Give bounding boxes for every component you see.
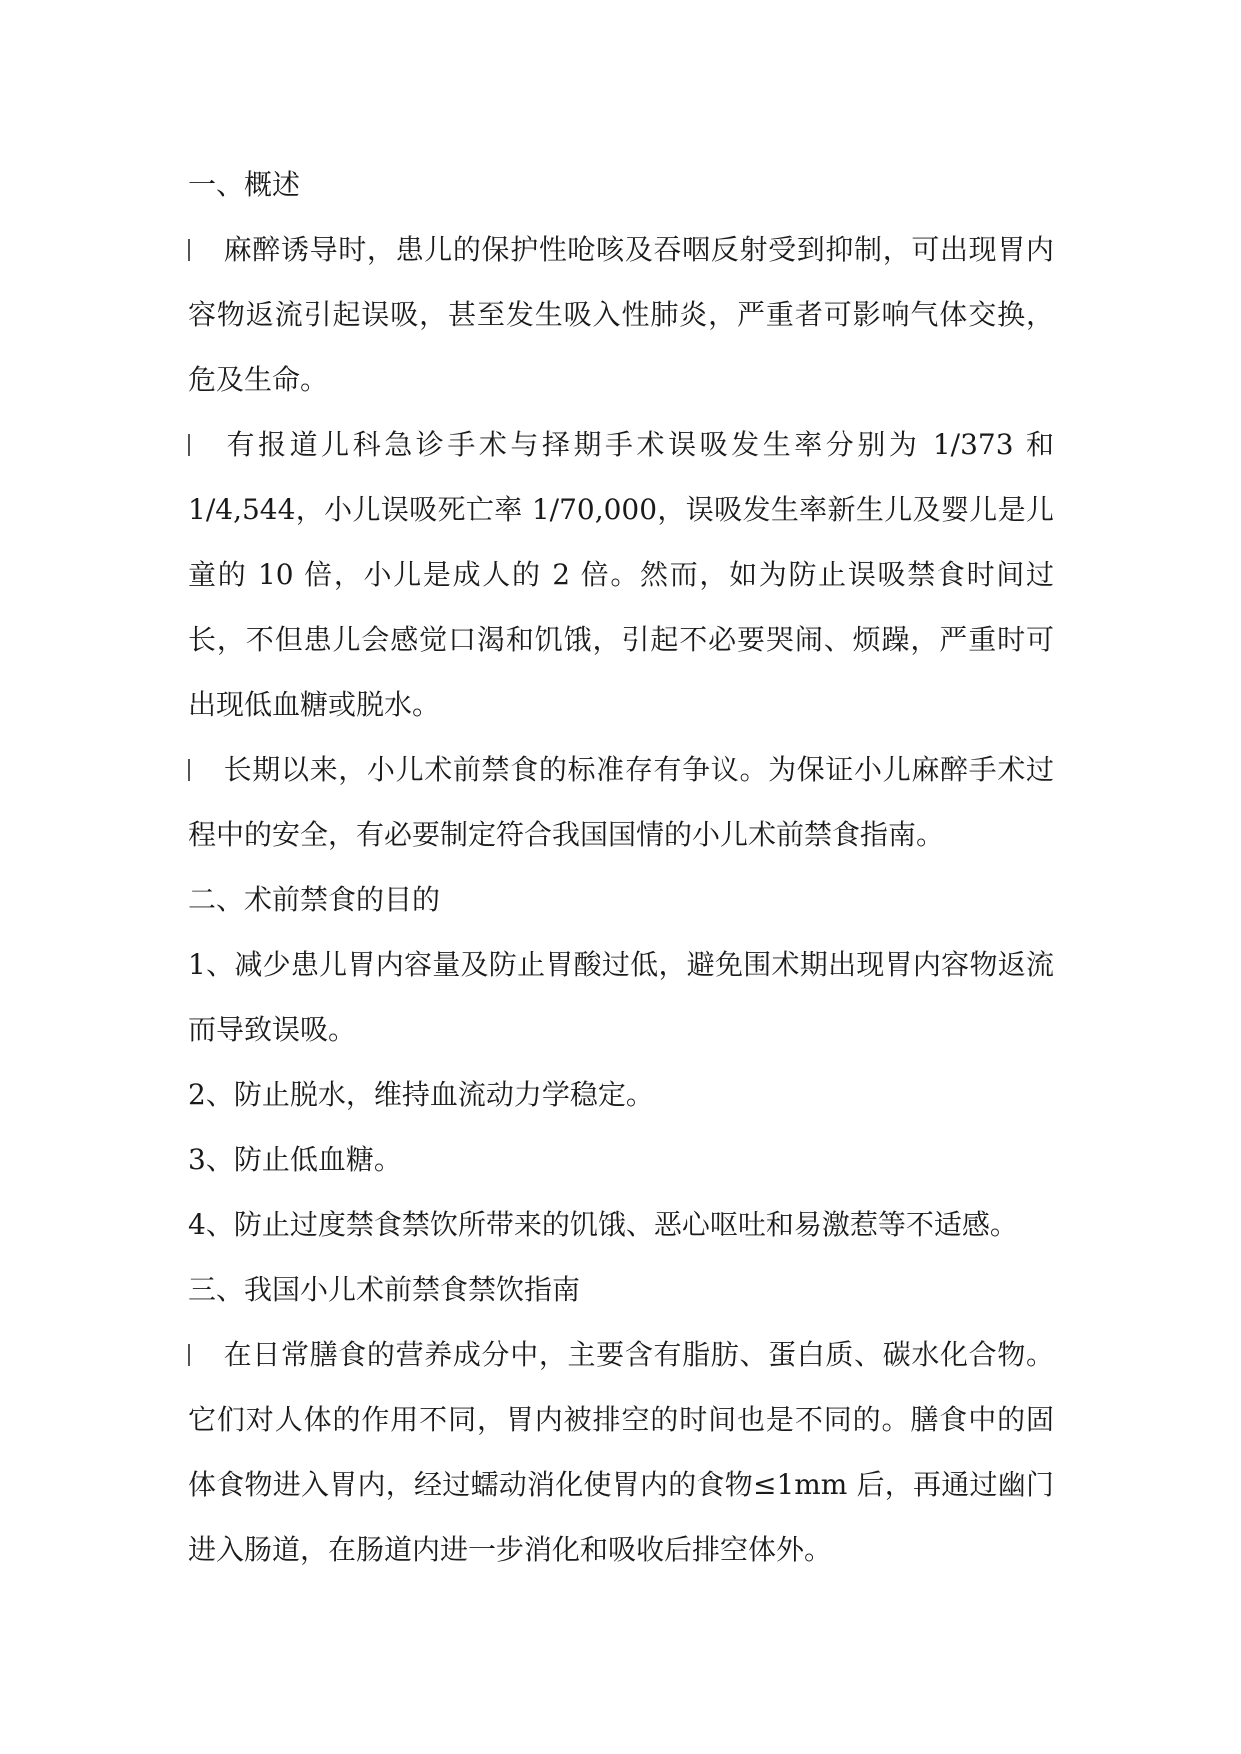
bullet-marker [188,434,190,456]
bullet-marker [188,759,190,781]
bullet-marker [188,239,190,261]
list-item-purpose-1: 1、减少患儿胃内容量及防止胃酸过低，避免围术期出现胃内容物返流而导致误吸。 [188,948,1054,1046]
paragraph-overview-1 [188,217,1054,412]
list-item-purpose-2: 2、防止脱水，维持血流动力学稳定。 [188,1078,654,1111]
paragraph-overview-3 [188,737,1054,867]
paragraph-text: 长期以来，小儿术前禁食的标准存有争议。为保证小儿麻醉手术过程中的安全，有必要制定符合我国国情的小儿术前禁食指南。 [188,753,1054,851]
paragraph-text: 有报道儿科急诊手术与择期手术误吸发生率分别为 1/373 和 1/4,544，小儿误吸死亡率 1/70,000，误吸发生率新生儿及婴儿是儿童的 10 倍，小儿是成人的 2 倍。然而，如为防止误吸禁食时间过长，不但患儿会感觉口渴和饥饿，引起不必要哭闹、烦躁，严重时可出现低血糖或脱水。 [188,428,1054,721]
paragraph-text: 在日常膳食的营养成分中，主要含有脂肪、蛋白质、碳水化合物。它们对人体的作用不同，胃内被排空的时间也是不同的。膳食中的固体食物进入胃内，经过蠕动消化使胃内的食物≤1mm 后，再通过幽门进入肠道，在肠道内进一步消化和吸收后排空体外。 [188,1338,1054,1566]
section-heading-overview: 一、概述 [188,168,301,201]
paragraph-text: 麻醉诱导时，患儿的保护性呛咳及吞咽反射受到抑制，可出现胃内容物返流引起误吸，甚至发生吸入性肺炎，严重者可影响气体交换，危及生命。 [188,233,1054,396]
section-heading-guideline: 三、我国小儿术前禁食禁饮指南 [188,1273,581,1306]
list-item-purpose-3: 3、防止低血糖。 [188,1143,402,1176]
paragraph-overview-2 [188,412,1054,737]
list-item-purpose-4: 4、防止过度禁食禁饮所带来的饥饿、恶心呕吐和易激惹等不适感。 [188,1208,1018,1241]
section-heading-purpose: 二、术前禁食的目的 [188,883,441,916]
paragraph-guideline-1 [188,1322,1054,1582]
bullet-marker [188,1344,190,1366]
document-page [188,152,1054,1582]
